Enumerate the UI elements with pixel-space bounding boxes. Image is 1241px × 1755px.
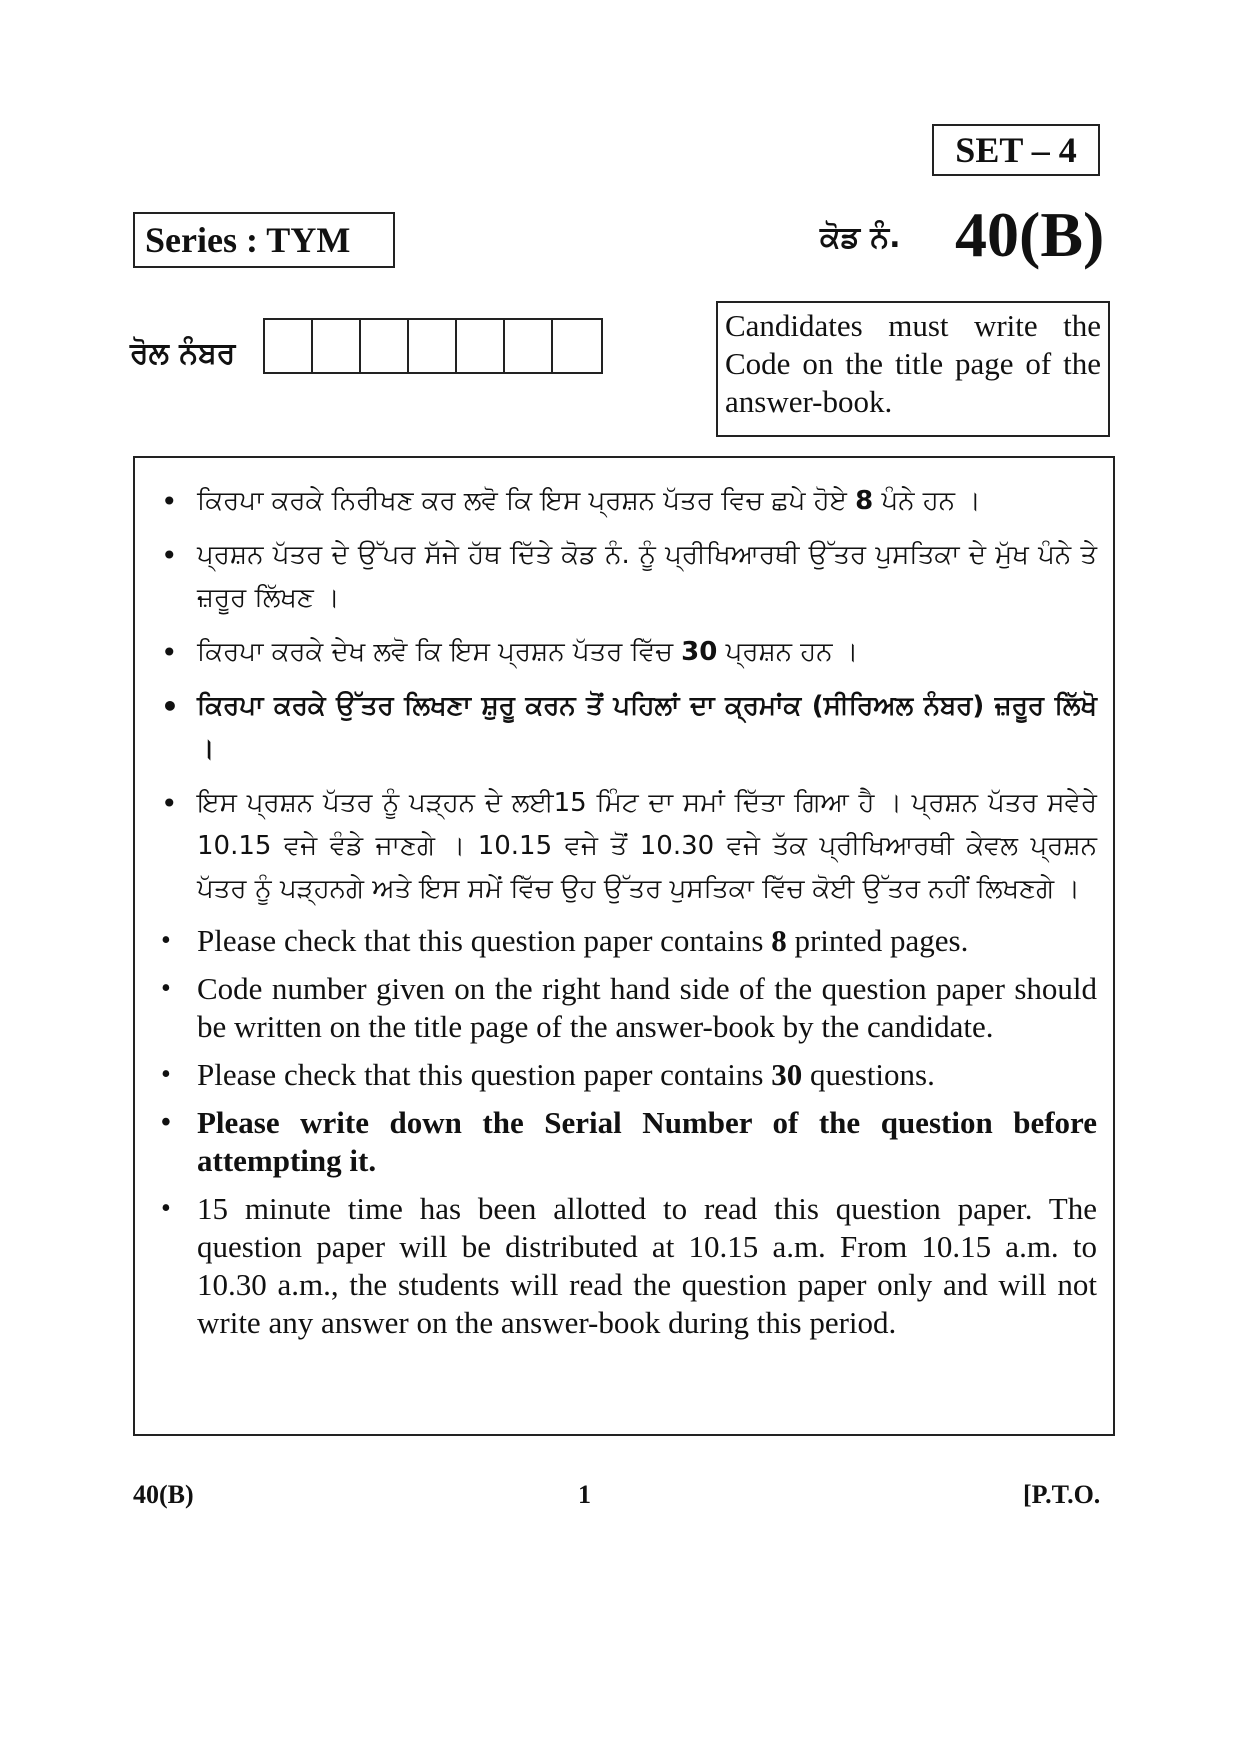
code-label: ਕੋਡ ਨੰ.: [820, 220, 901, 255]
roll-number-cell[interactable]: [265, 320, 313, 372]
instruction-text: ਪੰਨੇ ਹਨ ।: [873, 486, 981, 516]
set-label: SET – 4: [932, 124, 1100, 176]
instruction-text: Please check that this question paper contains: [197, 923, 772, 958]
footer-code: 40(B): [133, 1480, 194, 1509]
roll-number-label: ਰੋਲ ਨੰਬਰ: [130, 336, 236, 371]
pto-label: [P.T.O.: [1023, 1480, 1101, 1509]
roll-number-cell[interactable]: [409, 320, 457, 372]
instruction-number: 30: [771, 1057, 803, 1092]
roll-number-cell[interactable]: [313, 320, 361, 372]
instruction-number: 8: [855, 486, 874, 516]
instruction-text: questions.: [802, 1057, 935, 1092]
roll-number-cell[interactable]: [361, 320, 409, 372]
instruction-text: Code number given on the right hand side of the question paper should be written on the title page of the answer-book by the candidate.: [197, 971, 1097, 1044]
roll-number-boxes: [263, 318, 603, 374]
instruction-text: ਇਸ ਪ੍ਰਸ਼ਨ ਪੱਤਰ ਨੂੰ ਪੜ੍ਹਨ ਦੇ ਲਈ15 ਮਿੰਟ ਦਾ ਸਮਾਂ ਦਿੱਤਾ ਗਿਆ ਹੈ । ਪ੍ਰਸ਼ਨ ਪੱਤਰ ਸਵੇਰੇ 10.15 ਵਜੇ ਵੰਡੇ ਜਾਣਗੇ । 10.15 ਵਜੇ ਤੋਂ 10.30 ਵਜੇ ਤੱਕ ਪ੍ਰੀਖਿਆਰਥੀ ਕੇਵਲ ਪ੍ਰਸ਼ਨ ਪੱਤਰ ਨੂੰ ਪੜ੍ਹਨਗੇ ਅਤੇ ਇਸ ਸਮੇਂ ਵਿੱਚ ਉਹ ਉੱਤਰ ਪੁਸਤਿਕਾ ਵਿੱਚ ਕੋਈ ਉੱਤਰ ਨਹੀਂ ਲਿਖਣਗੇ ।: [197, 788, 1097, 904]
roll-number-cell[interactable]: [457, 320, 505, 372]
instruction-text: printed pages.: [786, 923, 969, 958]
instruction-item-punjabi: [157, 480, 1097, 523]
roll-number-cell[interactable]: [505, 320, 553, 372]
instruction-item-english: [157, 922, 1097, 960]
page-number: 1: [578, 1480, 591, 1509]
instruction-item-punjabi: [157, 685, 1097, 771]
instructions-box: [133, 456, 1115, 1436]
instruction-item-english: [157, 1056, 1097, 1094]
instruction-text: ਕਿਰਪਾ ਕਰਕੇ ਉੱਤਰ ਲਿਖਣਾ ਸ਼ੁਰੂ ਕਰਨ ਤੋਂ ਪਹਿਲਾਂ ਦਾ ਕ੍ਰਮਾਂਕ (ਸੀਰਿਅਲ ਨੰਬਰ) ਜ਼ਰੂਰ ਲਿੱਖੋ ।: [197, 691, 1097, 764]
instruction-item-english: [157, 1104, 1097, 1180]
instruction-text: ਕਿਰਪਾ ਕਰਕੇ ਦੇਖ ਲਵੋ ਕਿ ਇਸ ਪ੍ਰਸ਼ਨ ਪੱਤਰ ਵਿੱਚ: [197, 637, 682, 667]
code-value: 40(B): [955, 199, 1105, 270]
instruction-text: ਪ੍ਰਸ਼ਨ ਹਨ ।: [717, 637, 859, 667]
instruction-text: 15 minute time has been allotted to read this question paper. The question paper will be distributed at 10.15 a.m. From 10.15 a.m. to 10.30 a.m., the students will read the question paper only and will not write any answer on the answer-book during this period.: [197, 1191, 1097, 1340]
instruction-item-punjabi: [157, 631, 1097, 674]
instruction-text: ਕਿਰਪਾ ਕਰਕੇ ਨਿਰੀਖਣ ਕਰ ਲਵੋ ਕਿ ਇਸ ਪ੍ਰਸ਼ਨ ਪੱਤਰ ਵਿਚ ਛਪੇ ਹੋਏ: [197, 486, 856, 516]
series-label: Series : TYM: [133, 212, 395, 268]
instruction-number: 30: [681, 637, 718, 667]
instruction-item-punjabi: [157, 534, 1097, 620]
instruction-item-punjabi: [157, 782, 1097, 911]
roll-number-cell[interactable]: [553, 320, 601, 372]
instruction-text: Please check that this question paper contains: [197, 1057, 772, 1092]
instructions-list: [157, 480, 1097, 1342]
instruction-text: Please write down the Serial Number of the question before attempting it.: [197, 1105, 1097, 1178]
instruction-item-english: [157, 1190, 1097, 1342]
candidate-note: Candidates must write the Code on the title page of the answer-book.: [716, 301, 1110, 437]
instruction-text: ਪ੍ਰਸ਼ਨ ਪੱਤਰ ਦੇ ਉੱਪਰ ਸੱਜੇ ਹੱਥ ਦਿੱਤੇ ਕੋਡ ਨੰ. ਨੂੰ ਪ੍ਰੀਖਿਆਰਥੀ ਉੱਤਰ ਪੁਸਤਿਕਾ ਦੇ ਮੁੱਖ ਪੰਨੇ ਤੇ ਜ਼ਰੂਰ ਲਿੱਖਣ ।: [197, 540, 1097, 613]
instruction-number: 8: [771, 923, 787, 958]
instruction-item-english: [157, 970, 1097, 1046]
